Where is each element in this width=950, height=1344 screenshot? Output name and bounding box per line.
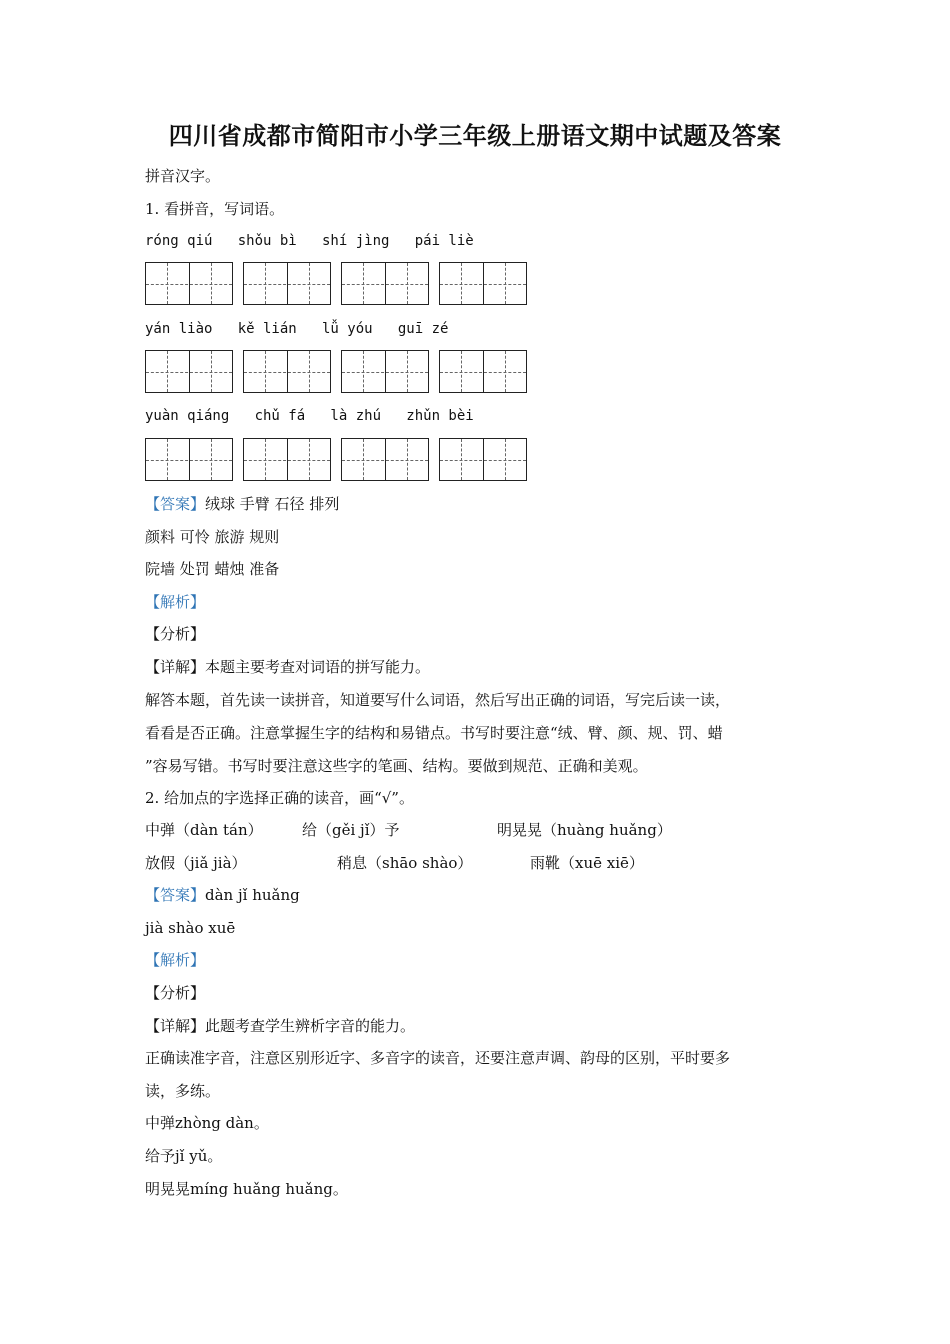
option-jiyu: 给（gěi jǐ）予 bbox=[302, 821, 400, 839]
q2-answer bbox=[145, 885, 300, 905]
q2-paragraph-2: 读，多练。 bbox=[145, 1082, 221, 1100]
writing-box bbox=[341, 438, 429, 481]
answer-tag: 【答案】 bbox=[145, 495, 206, 513]
q1-answer bbox=[145, 494, 339, 514]
q1-analysis-tag: 【解析】 bbox=[145, 593, 206, 611]
section-heading: 拼音汉字。 bbox=[145, 167, 221, 185]
detail-text: 此题考查学生辨析字音的能力。 bbox=[205, 1017, 416, 1035]
writing-box bbox=[243, 350, 331, 393]
detail-tag: 【详解】 bbox=[145, 658, 206, 676]
q2-example-3: 明晃晃míng huǎng huǎng。 bbox=[145, 1180, 348, 1198]
option-zhongdan: 中弹（dàn tán） bbox=[145, 821, 263, 839]
writing-box bbox=[243, 262, 331, 305]
q2-options-row-1 bbox=[145, 820, 672, 840]
writing-box bbox=[145, 350, 233, 393]
q2-paragraph-1: 正确读准字音，注意区别形近字、多音字的读音，还要注意声调、韵母的区别，平时要多 bbox=[145, 1049, 731, 1067]
q2-detail bbox=[145, 1016, 415, 1036]
q1-paragraph-3: ”容易写错。书写时要注意这些字的笔画、结构。要做到规范、正确和美观。 bbox=[145, 757, 648, 775]
writing-box bbox=[243, 438, 331, 481]
writing-box bbox=[145, 262, 233, 305]
q2-example-2: 给予jǐ yǔ。 bbox=[145, 1147, 223, 1165]
pinyin-row-1: róng qiú shǒu bì shí jìng pái liè bbox=[145, 233, 474, 249]
q2-analysis-tag: 【解析】 bbox=[145, 951, 206, 969]
question-2: 2. 给加点的字选择正确的读音，画“√”。 bbox=[145, 789, 414, 807]
q1-answer-line-3: 院墙 处罚 蜡烛 准备 bbox=[145, 560, 280, 578]
detail-tag: 【详解】 bbox=[145, 1017, 206, 1035]
writing-box bbox=[439, 350, 527, 393]
option-shaoxi: 稍息（shāo shào） bbox=[337, 854, 473, 872]
q2-example-1: 中弹zhòng dàn。 bbox=[145, 1114, 269, 1132]
question-1: 1. 看拼音，写词语。 bbox=[145, 200, 285, 218]
pinyin-row-3: yuàn qiáng chǔ fá là zhú zhǔn bèi bbox=[145, 408, 474, 424]
answer-text: 绒球 手臂 石径 排列 bbox=[205, 495, 340, 513]
q1-paragraph-1: 解答本题，首先读一读拼音，知道要写什么词语，然后写出正确的词语，写完后读一读， bbox=[145, 691, 731, 709]
option-yuxue: 雨靴（xuē xiē） bbox=[530, 854, 644, 872]
page-title: 四川省成都市简阳市小学三年级上册语文期中试题及答案 bbox=[168, 122, 782, 150]
q1-answer-line-2: 颜料 可怜 旅游 规则 bbox=[145, 528, 280, 546]
q1-detail bbox=[145, 657, 430, 677]
q2-answer-line-2: jià shào xuē bbox=[145, 919, 236, 937]
writing-box bbox=[439, 262, 527, 305]
writing-box bbox=[145, 438, 233, 481]
pinyin-row-2: yán liào kě lián lǚ yóu guī zé bbox=[145, 321, 449, 337]
option-minghuanghuang: 明晃晃（huàng huǎng） bbox=[497, 821, 672, 839]
writing-box bbox=[439, 438, 527, 481]
answer-text: dàn jǐ huǎng bbox=[205, 886, 300, 904]
writing-box bbox=[341, 350, 429, 393]
q2-fenxi: 【分析】 bbox=[145, 984, 206, 1002]
q2-options-row-2 bbox=[145, 853, 644, 873]
answer-tag: 【答案】 bbox=[145, 886, 206, 904]
q1-fenxi: 【分析】 bbox=[145, 625, 206, 643]
q1-paragraph-2: 看看是否正确。注意掌握生字的结构和易错点。书写时要注意“绒、臂、颜、规、罚、蜡 bbox=[145, 724, 723, 742]
detail-text: 本题主要考查对词语的拼写能力。 bbox=[205, 658, 431, 676]
writing-box bbox=[341, 262, 429, 305]
option-fangjia: 放假（jiǎ jià） bbox=[145, 854, 247, 872]
